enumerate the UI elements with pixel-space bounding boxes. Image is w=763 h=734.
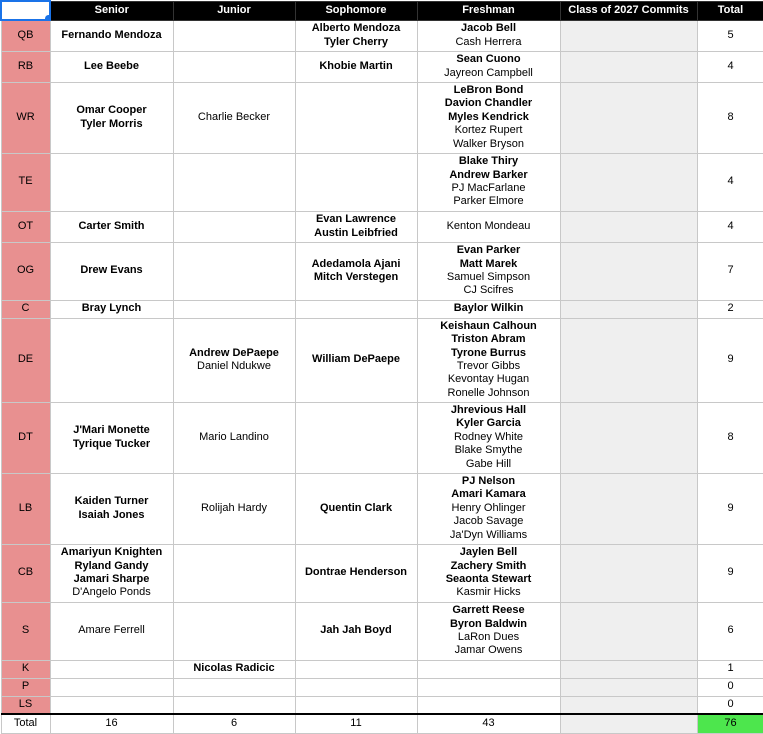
position-total-cell[interactable]: 4 <box>697 211 763 242</box>
position-total-cell[interactable]: 0 <box>697 696 763 714</box>
player-name: Evan Lawrence <box>315 213 397 226</box>
freshman-cell[interactable] <box>417 544 560 602</box>
table-row <box>1 82 763 153</box>
player-name: Adedamola Ajani <box>311 257 401 270</box>
player-name: Trevor Gibbs <box>456 360 521 372</box>
player-name: Tyrique Tucker <box>72 437 151 450</box>
freshman-cell[interactable] <box>417 153 560 211</box>
table-row <box>1 473 763 544</box>
sophomore-cell[interactable] <box>295 696 417 714</box>
player-name: Drew Evans <box>80 264 143 277</box>
selection-handle-icon[interactable] <box>44 14 50 20</box>
senior-cell[interactable] <box>50 318 173 402</box>
column-header-total[interactable]: Total <box>697 1 763 20</box>
player-name: Austin Leibfried <box>314 226 398 239</box>
sophomore-cell[interactable] <box>295 211 417 242</box>
player-name: Garrett Reese <box>452 604 525 617</box>
table-row <box>1 211 763 242</box>
player-name: Alberto Mendoza <box>311 22 401 35</box>
position-cell[interactable]: K <box>1 660 50 678</box>
player-name: Ryland Gandy <box>74 559 149 572</box>
position-total-cell[interactable]: 6 <box>697 602 763 660</box>
position-total-cell[interactable]: 8 <box>697 402 763 473</box>
table-row <box>1 544 763 602</box>
player-name: Parker Elmore <box>453 195 524 208</box>
player-name: Kevontay Hugan <box>447 373 530 386</box>
position-total-cell[interactable]: 8 <box>697 82 763 153</box>
player-name: Carter Smith <box>78 219 145 232</box>
player-name: LaRon Dues <box>457 631 520 643</box>
table-row <box>1 318 763 402</box>
column-header-sophomore[interactable]: Sophomore <box>295 1 417 20</box>
commits-cell[interactable] <box>560 318 697 402</box>
junior-cell[interactable] <box>173 20 295 51</box>
position-total-cell[interactable]: 0 <box>697 678 763 696</box>
player-name: Keishaun Calhoun <box>440 319 537 332</box>
freshman-cell[interactable] <box>417 318 560 402</box>
grand-total-cell[interactable]: 76 <box>697 714 763 734</box>
position-cell[interactable]: CB <box>1 544 50 602</box>
junior-cell[interactable] <box>173 402 295 473</box>
player-name: Blake Smythe <box>454 444 523 457</box>
player-name: Matt Marek <box>459 257 518 270</box>
player-name: Mitch Verstegen <box>313 271 399 283</box>
total-senior-cell[interactable]: 16 <box>50 714 173 734</box>
player-name: Walker Bryson <box>452 137 525 150</box>
commits-cell[interactable] <box>560 402 697 473</box>
position-total-cell[interactable]: 9 <box>697 318 763 402</box>
player-name: D'Angelo Ponds <box>72 586 151 599</box>
player-name: Omar Cooper <box>76 104 147 117</box>
player-name: William DePaepe <box>312 353 400 366</box>
sophomore-cell[interactable] <box>295 402 417 473</box>
player-name: Jamar Owens <box>454 644 523 657</box>
junior-cell[interactable] <box>173 678 295 696</box>
sophomore-cell[interactable] <box>295 51 417 82</box>
player-name: Charlie Becker <box>197 110 271 123</box>
player-name: Jhrevious Hall <box>450 403 527 416</box>
player-name: Davion Chandler <box>444 97 533 110</box>
position-total-cell[interactable]: 4 <box>697 51 763 82</box>
position-cell[interactable]: OG <box>1 242 50 300</box>
player-name: Evan Parker <box>456 244 521 257</box>
player-name: Tyler Morris <box>80 117 143 130</box>
player-name: Quentin Clark <box>319 501 393 514</box>
position-cell[interactable]: OT <box>1 211 50 242</box>
position-total-cell[interactable]: 9 <box>697 544 763 602</box>
senior-cell[interactable] <box>50 678 173 696</box>
commits-cell[interactable] <box>560 473 697 544</box>
junior-cell[interactable] <box>173 153 295 211</box>
sophomore-cell[interactable] <box>295 300 417 318</box>
position-cell[interactable]: DE <box>1 318 50 402</box>
player-name: Cash Herrera <box>455 35 522 48</box>
player-name: Kyler Garcia <box>456 417 521 430</box>
player-name: Bray Lynch <box>81 302 142 315</box>
player-name: Lee Beebe <box>83 59 140 72</box>
senior-cell[interactable] <box>50 20 173 51</box>
junior-cell[interactable] <box>173 51 295 82</box>
table-row <box>1 402 763 473</box>
table-row <box>1 660 763 678</box>
commits-cell[interactable] <box>560 660 697 678</box>
player-name: J'Mari Monette <box>73 424 150 437</box>
player-name: PJ Nelson <box>461 474 516 487</box>
sophomore-cell[interactable] <box>295 544 417 602</box>
player-name: Zachery Smith <box>450 559 527 572</box>
junior-cell[interactable] <box>173 300 295 318</box>
player-name: Myles Kendrick <box>448 110 529 123</box>
table-row <box>1 678 763 696</box>
total-junior-cell[interactable]: 6 <box>173 714 295 734</box>
position-total-cell[interactable]: 4 <box>697 153 763 211</box>
senior-cell[interactable] <box>50 602 173 660</box>
table-row <box>1 242 763 300</box>
senior-cell[interactable] <box>50 82 173 153</box>
junior-cell[interactable] <box>173 82 295 153</box>
junior-cell[interactable] <box>173 318 295 402</box>
totals-label-cell[interactable]: Total <box>1 714 50 734</box>
player-name: Baylor Wilkin <box>453 302 524 315</box>
table-row <box>1 696 763 714</box>
senior-cell[interactable] <box>50 211 173 242</box>
sophomore-cell[interactable] <box>295 20 417 51</box>
sophomore-cell[interactable] <box>295 660 417 678</box>
table-row <box>1 51 763 82</box>
freshman-cell[interactable] <box>417 242 560 300</box>
player-name: Henry Ohlinger <box>451 501 526 514</box>
position-cell[interactable]: P <box>1 678 50 696</box>
senior-cell[interactable] <box>50 544 173 602</box>
player-name: Andrew Barker <box>449 168 528 181</box>
player-name: Tyrone Burrus <box>451 346 526 359</box>
freshman-cell[interactable] <box>417 678 560 696</box>
senior-cell[interactable] <box>50 300 173 318</box>
total-commits-cell[interactable] <box>560 714 697 734</box>
commits-cell[interactable] <box>560 678 697 696</box>
junior-cell[interactable] <box>173 660 295 678</box>
senior-cell[interactable] <box>50 696 173 714</box>
position-total-cell[interactable]: 5 <box>697 20 763 51</box>
junior-cell[interactable] <box>173 602 295 660</box>
player-name: Jamari Sharpe <box>73 573 150 585</box>
player-name: Khobie Martin <box>319 59 393 72</box>
player-name: Kasmir Hicks <box>456 586 521 599</box>
commits-cell[interactable] <box>560 300 697 318</box>
senior-cell[interactable] <box>50 153 173 211</box>
player-name: Kortez Rupert <box>454 124 523 137</box>
player-name: Andrew DePaepe <box>189 346 279 359</box>
position-total-cell[interactable]: 1 <box>697 660 763 678</box>
table-row <box>1 20 763 51</box>
position-cell[interactable]: C <box>1 300 50 318</box>
position-cell[interactable]: QB <box>1 20 50 51</box>
commits-cell[interactable] <box>560 153 697 211</box>
freshman-cell[interactable] <box>417 300 560 318</box>
freshman-cell[interactable] <box>417 402 560 473</box>
sophomore-cell[interactable] <box>295 318 417 402</box>
freshman-cell[interactable] <box>417 660 560 678</box>
column-header-junior[interactable]: Junior <box>173 1 295 20</box>
player-name: Ronelle Johnson <box>447 386 530 399</box>
junior-cell[interactable] <box>173 473 295 544</box>
player-name: Dontrae Henderson <box>304 566 408 579</box>
senior-cell[interactable] <box>50 51 173 82</box>
sophomore-cell[interactable] <box>295 473 417 544</box>
freshman-cell[interactable] <box>417 473 560 544</box>
position-cell[interactable]: RB <box>1 51 50 82</box>
total-freshman-cell[interactable]: 43 <box>417 714 560 734</box>
player-name: Jacob Bell <box>460 22 517 35</box>
position-cell[interactable]: TE <box>1 153 50 211</box>
player-name: Seaonta Stewart <box>445 573 532 585</box>
senior-cell[interactable] <box>50 402 173 473</box>
junior-cell[interactable] <box>173 211 295 242</box>
position-cell[interactable]: DT <box>1 402 50 473</box>
player-name: Kaiden Turner <box>74 495 149 508</box>
player-name: Blake Thiry <box>458 155 519 168</box>
player-name: PJ MacFarlane <box>451 182 526 194</box>
player-name: Nicolas Radicic <box>193 662 275 675</box>
table-row <box>1 153 763 211</box>
sophomore-cell[interactable] <box>295 602 417 660</box>
freshman-cell[interactable] <box>417 696 560 714</box>
senior-cell[interactable] <box>50 473 173 544</box>
column-header-senior[interactable]: Senior <box>50 1 173 20</box>
totals-row <box>1 714 763 734</box>
player-name: Daniel Ndukwe <box>197 360 271 372</box>
position-cell[interactable]: LS <box>1 696 50 714</box>
player-name: Tyler Cherry <box>324 35 388 48</box>
junior-cell[interactable] <box>173 242 295 300</box>
freshman-cell[interactable] <box>417 20 560 51</box>
total-sophomore-cell[interactable]: 11 <box>295 714 417 734</box>
column-header-freshman[interactable]: Freshman <box>417 1 560 20</box>
player-name: Jaylen Bell <box>459 546 518 559</box>
commits-cell[interactable] <box>560 51 697 82</box>
player-name: Amari Kamara <box>451 488 526 501</box>
table-row <box>1 300 763 318</box>
player-name: Fernando Mendoza <box>61 28 162 41</box>
player-name: Amariyun Knighten <box>60 546 163 559</box>
junior-cell[interactable] <box>173 544 295 602</box>
sophomore-cell[interactable] <box>295 82 417 153</box>
senior-cell[interactable] <box>50 660 173 678</box>
position-total-cell[interactable]: 2 <box>697 300 763 318</box>
freshman-cell[interactable] <box>417 82 560 153</box>
player-name: CJ Scifres <box>463 284 514 297</box>
player-name: Rolijah Hardy <box>200 501 268 514</box>
player-name: Byron Baldwin <box>449 617 527 630</box>
player-name: Ja'Dyn Williams <box>449 528 528 541</box>
player-name: Mario Landino <box>199 430 269 443</box>
position-cell[interactable]: WR <box>1 82 50 153</box>
freshman-cell[interactable] <box>417 602 560 660</box>
sophomore-cell[interactable] <box>295 153 417 211</box>
player-name: Gabe Hill <box>465 457 512 470</box>
player-name: Rodney White <box>453 430 524 443</box>
player-name: Triston Abram <box>451 333 526 346</box>
player-name: Isaiah Jones <box>78 508 145 521</box>
player-name: Jacob Savage <box>453 515 524 528</box>
player-name: Amare Ferrell <box>78 624 145 637</box>
freshman-cell[interactable] <box>417 51 560 82</box>
position-cell[interactable]: LB <box>1 473 50 544</box>
player-name: Samuel Simpson <box>446 271 531 283</box>
position-total-cell[interactable]: 9 <box>697 473 763 544</box>
freshman-cell[interactable] <box>417 211 560 242</box>
player-name: Kenton Mondeau <box>446 219 531 232</box>
junior-cell[interactable] <box>173 696 295 714</box>
commits-cell[interactable] <box>560 696 697 714</box>
commits-cell[interactable] <box>560 20 697 51</box>
commits-cell[interactable] <box>560 602 697 660</box>
commits-cell[interactable] <box>560 211 697 242</box>
senior-cell[interactable] <box>50 242 173 300</box>
commits-cell[interactable] <box>560 242 697 300</box>
select-all-cell[interactable] <box>1 1 50 20</box>
table-row <box>1 602 763 660</box>
player-name: LeBron Bond <box>453 83 524 96</box>
player-name: Sean Cuono <box>456 53 521 66</box>
commits-cell[interactable] <box>560 544 697 602</box>
position-cell[interactable]: S <box>1 602 50 660</box>
column-header-commits[interactable]: Class of 2027 Commits <box>560 1 697 20</box>
commits-cell[interactable] <box>560 82 697 153</box>
player-name: Jah Jah Boyd <box>320 624 392 637</box>
position-total-cell[interactable]: 7 <box>697 242 763 300</box>
header-row <box>1 1 763 20</box>
sophomore-cell[interactable] <box>295 678 417 696</box>
sophomore-cell[interactable] <box>295 242 417 300</box>
player-name: Jayreon Campbell <box>444 66 533 79</box>
